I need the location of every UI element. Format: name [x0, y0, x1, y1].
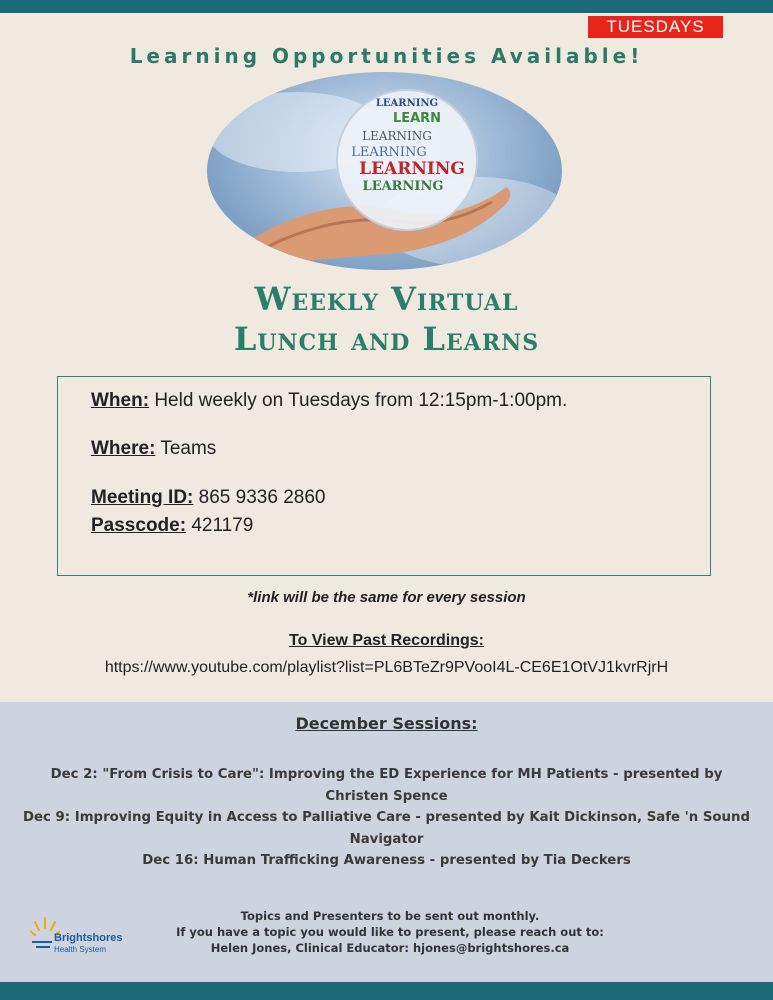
globe-illustration [207, 72, 562, 270]
passcode-label: Passcode: [91, 515, 187, 536]
where-label: Where: [91, 438, 156, 459]
top-bar [0, 0, 773, 13]
globe-word: LEARNING [375, 98, 439, 109]
where-value: Teams [155, 438, 217, 459]
globe-word: LEARNING [351, 145, 427, 160]
learning-globe-image [207, 72, 562, 270]
meeting-id-row [91, 487, 325, 509]
meeting-id-value: 865 9336 2860 [193, 487, 326, 508]
meeting-id-label: Meeting ID: [91, 487, 194, 508]
december-title: December Sessions: [295, 714, 478, 733]
footer-line-1: Topics and Presenters to be sent out monthly. [240, 909, 540, 923]
globe-word: LEARNING [362, 179, 444, 194]
brightshores-logo [30, 914, 123, 964]
bottom-bar [0, 982, 773, 1000]
logo-name: Brightshores [54, 932, 123, 944]
footer-text [140, 908, 640, 956]
when-row [91, 390, 567, 412]
globe-word: LEARN [392, 111, 442, 126]
recordings-url[interactable]: https://www.youtube.com/playlist?list=PL6BTeZr9PVooI4L-CE6E1OtVJ1kvrRjrH [104, 659, 669, 676]
when-label: When: [91, 390, 150, 411]
recordings-title: To View Past Recordings: [288, 632, 484, 649]
footer-line-3: Helen Jones, Clinical Educator: hjones@brightshores.ca [210, 941, 570, 955]
title-line-1: Weekly Virtual [254, 280, 519, 318]
title-line-2: Lunch and Learns [233, 320, 540, 358]
globe-word: LEARNING [359, 159, 465, 179]
footer-line-2: If you have a topic you would like to present, please reach out to: [176, 925, 604, 939]
session-item: Dec 2: "From Crisis to Care": Improving the ED Experience for MH Patients - presented by Christen Spence [50, 767, 723, 804]
tuesdays-badge: TUESDAYS [588, 16, 723, 38]
logo-subtitle: Health System [54, 945, 107, 954]
session-item: Dec 9: Improving Equity in Access to Palliative Care - presented by Kait Dickinson, Safe 'n Sound Navigator [22, 810, 751, 847]
when-value: Held weekly on Tuesdays from 12:15pm-1:00pm. [149, 390, 568, 411]
passcode-row [91, 515, 253, 537]
link-note: *link will be the same for every session [247, 589, 526, 606]
where-row [91, 438, 216, 460]
headline: Learning Opportunities Available! [129, 44, 644, 68]
december-section [0, 702, 773, 982]
passcode-value: 421179 [186, 515, 254, 536]
globe-word: LEARNING [362, 129, 432, 143]
session-list [20, 764, 753, 872]
session-item: Dec 16: Human Trafficking Awareness - presented by Tia Deckers [142, 853, 631, 868]
info-box [57, 376, 711, 576]
